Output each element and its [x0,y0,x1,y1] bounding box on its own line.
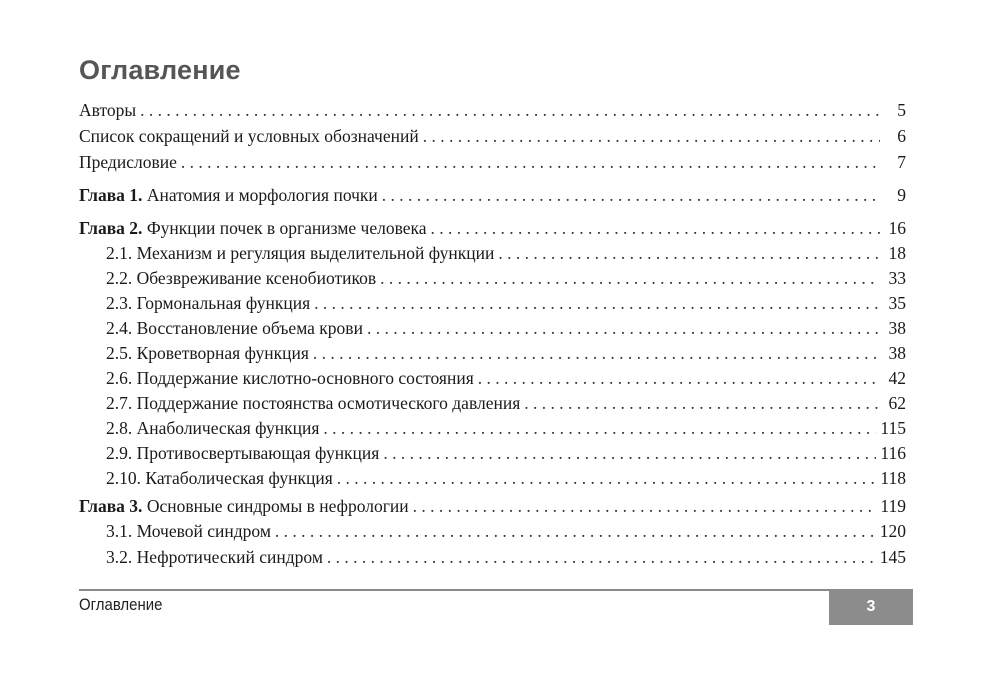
toc-entry-abbreviations[interactable] [79,123,906,149]
toc-entry-page: 6 [897,126,906,146]
toc-entry-page: 120 [879,521,906,541]
toc-entry-section-2-3[interactable] [106,290,906,316]
toc-entry-chapter-3[interactable] [79,493,906,519]
dot-leader [181,149,880,175]
page-title: Оглавление [79,55,241,85]
toc-entry-label: 2.9. Противосвертывающая функция [106,443,380,463]
dot-leader [313,340,880,366]
toc-entry-page: 33 [888,268,906,288]
toc-entry-page: 18 [888,243,906,263]
toc-entry-page: 16 [888,218,906,238]
running-footer-title: Оглавление [79,595,163,614]
dot-leader [337,465,877,491]
dot-leader [140,97,880,123]
dot-leader [423,123,880,149]
toc-entry-page: 5 [897,100,906,120]
toc-entry-label: 2.6. Поддержание кислотно-основного состояния [106,368,474,388]
toc-entry-section-2-5[interactable] [106,340,906,366]
toc-entry-label: 2.3. Гормональная функция [106,293,311,313]
toc-entry-section-2-10[interactable] [106,465,906,491]
toc-entry-section-2-7[interactable] [106,390,906,416]
toc-entry-page: 9 [897,185,906,205]
chapter-number: Глава 1. [79,185,143,205]
dot-leader [498,240,880,266]
toc-entry-label: 2.10. Катаболическая функция [106,468,333,488]
toc-entry-label: Глава 2. Функции почек в организме человека [79,218,427,238]
toc-entry-page: 62 [888,393,906,413]
dot-leader [383,440,876,466]
toc-entry-authors[interactable] [79,97,906,123]
toc-entry-label: 3.1. Мочевой синдром [106,521,271,541]
toc-entry-label: 2.4. Восстановление объема крови [106,318,363,338]
toc-entry-chapter-2[interactable] [79,215,906,241]
toc-entry-page: 42 [888,368,906,388]
toc-entry-page: 35 [888,293,906,313]
toc-entry-page: 145 [879,547,906,567]
dot-leader [275,518,876,544]
toc-entry-page: 116 [880,443,906,463]
toc-entry-label: 2.8. Анаболическая функция [106,418,320,438]
dot-leader [478,365,880,391]
toc-entry-section-2-1[interactable] [106,240,906,266]
dot-leader [431,215,880,241]
toc-entry-page: 115 [880,418,906,438]
toc-entry-section-2-6[interactable] [106,365,906,391]
page-number: 3 [866,598,876,615]
chapter-number: Глава 2. [79,218,143,238]
toc-entry-section-2-9[interactable] [106,440,906,466]
toc-entry-label: Глава 3. Основные синдромы в нефрологии [79,496,409,516]
toc-entry-label: 2.7. Поддержание постоянства осмотического давления [106,393,521,413]
chapter-number: Глава 3. [79,496,143,516]
toc-entry-chapter-1[interactable] [79,182,906,208]
toc-entry-label: 2.1. Механизм и регуляция выделительной функции [106,243,495,263]
toc-entry-section-2-2[interactable] [106,265,906,291]
page-number-box [829,589,913,625]
toc-entry-preface[interactable] [79,149,906,175]
dot-leader [327,544,876,570]
dot-leader [314,290,880,316]
toc-entry-page: 7 [897,152,906,172]
toc-entry-section-2-8[interactable] [106,415,906,441]
dot-leader [367,315,880,341]
toc-entry-page: 38 [888,318,906,338]
toc-entry-page: 119 [880,496,906,516]
dot-leader [524,390,880,416]
toc-entry-label: Авторы [79,100,137,120]
toc-entry-section-3-1[interactable] [106,518,906,544]
dot-leader [323,415,876,441]
toc-entry-section-2-4[interactable] [106,315,906,341]
toc-entry-section-3-2[interactable] [106,544,906,570]
toc-entry-label: Глава 1. Анатомия и морфология почки [79,185,378,205]
toc-entry-label: Предисловие [79,152,177,172]
dot-leader [380,265,880,291]
toc-entry-label: 2.2. Обезвреживание ксенобиотиков [106,268,377,288]
toc-entry-label: 2.5. Кроветворная функция [106,343,309,363]
toc-entry-page: 118 [880,468,906,488]
toc-entry-label: 3.2. Нефротический синдром [106,547,323,567]
toc-entry-page: 38 [888,343,906,363]
footer-divider [79,589,913,591]
toc-entry-label: Список сокращений и условных обозначений [79,126,419,146]
dot-leader [413,493,877,519]
dot-leader [382,182,880,208]
